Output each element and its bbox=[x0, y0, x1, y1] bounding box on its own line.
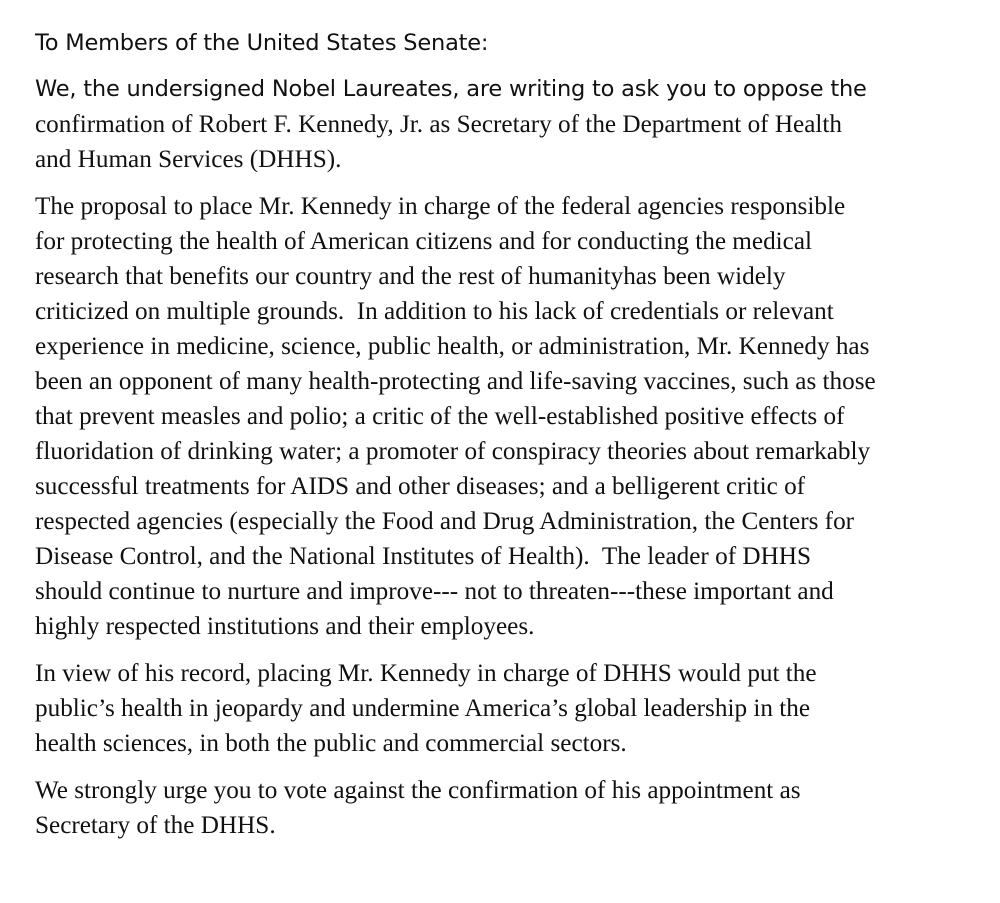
salutation: To Members of the United States Senate: bbox=[35, 30, 489, 56]
paragraph-opening bbox=[35, 72, 980, 177]
paragraph-line: highly respected institutions and their employees. bbox=[35, 613, 535, 640]
paragraph-criticism bbox=[35, 189, 980, 644]
paragraph-line: respected agencies (especially the Food and Drug Administration, the Centers for bbox=[35, 508, 855, 535]
paragraph-line: confirmation of Robert F. Kennedy, Jr. as Secretary of the Department of Health bbox=[35, 111, 842, 138]
paragraph-line: successful treatments for AIDS and other diseases; and a belligerent critic of bbox=[35, 473, 806, 500]
paragraph-line: We, the undersigned Nobel Laureates, are writing to ask you to oppose the bbox=[35, 76, 867, 102]
paragraph-line: The proposal to place Mr. Kennedy in charge of the federal agencies responsible bbox=[35, 193, 846, 220]
paragraph-line: public’s health in jeopardy and undermine America’s global leadership in the bbox=[35, 695, 810, 722]
paragraph-line: research that benefits our country and the rest of humanityhas been widely bbox=[35, 263, 786, 290]
paragraph-line: that prevent measles and polio; a critic of the well-established positive effects of bbox=[35, 403, 845, 430]
paragraph-record bbox=[35, 656, 980, 761]
paragraph-line: Secretary of the DHHS. bbox=[35, 812, 276, 839]
paragraph-line: Disease Control, and the National Institutes of Health). The leader of DHHS bbox=[35, 543, 811, 570]
paragraph-line: and Human Services (DHHS). bbox=[35, 146, 342, 173]
paragraph-closing bbox=[35, 773, 980, 843]
paragraph-line: We strongly urge you to vote against the confirmation of his appointment as bbox=[35, 777, 801, 804]
paragraph-line: should continue to nurture and improve--- not to threaten---these important and bbox=[35, 578, 834, 605]
paragraph-line: experience in medicine, science, public health, or administration, Mr. Kennedy has bbox=[35, 333, 870, 360]
paragraph-line: In view of his record, placing Mr. Kennedy in charge of DHHS would put the bbox=[35, 660, 817, 687]
paragraph-line: for protecting the health of American citizens and for conducting the medical bbox=[35, 228, 813, 255]
paragraph-line: fluoridation of drinking water; a promoter of conspiracy theories about remarkably bbox=[35, 438, 871, 465]
paragraph-line: health sciences, in both the public and commercial sectors. bbox=[35, 730, 627, 757]
paragraph-line: been an opponent of many health-protecting and life-saving vaccines, such as those bbox=[35, 368, 876, 395]
letter-body bbox=[35, 26, 980, 855]
paragraph-line: criticized on multiple grounds. In addition to his lack of credentials or relevant bbox=[35, 298, 834, 325]
